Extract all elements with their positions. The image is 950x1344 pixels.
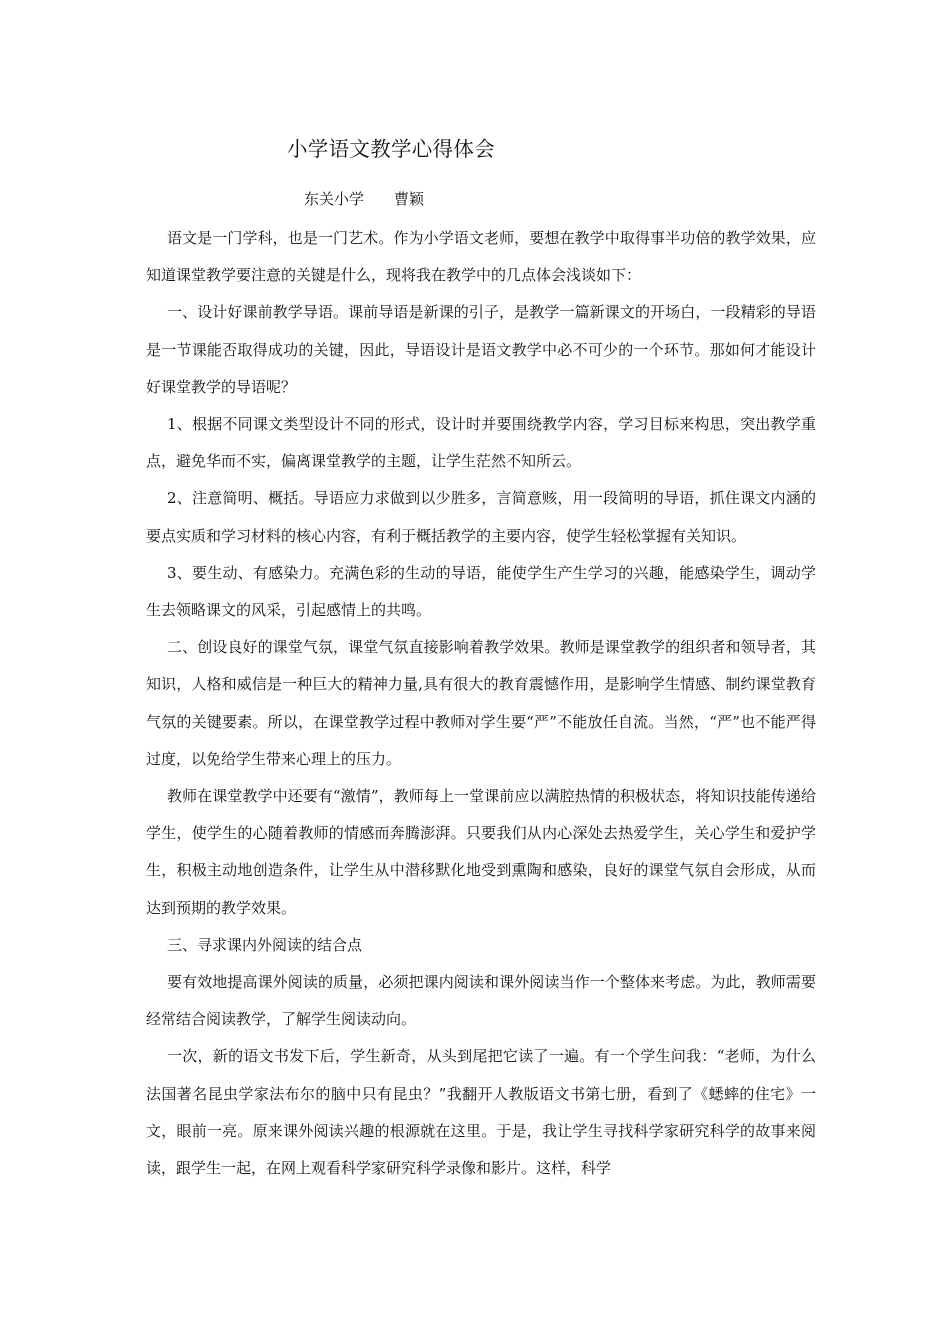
paragraph-section-2: 二、创设良好的课堂气氛，课堂气氛直接影响着教学效果。教师是课堂教学的组织者和领导者，其知识，人格和威信是一种巨大的精神力量,具有很大的教育震憾作用，是影响学生情感、制约课堂教育气氛的关键要素。所以，在课堂教学过程中教师对学生要“严”不能放任自流。当然，“严”也不能严得过度，以免给学生带来心理上的压力。	[146, 638, 816, 768]
paragraph-intro: 语文是一门学科，也是一门艺术。作为小学语文老师，要想在教学中取得事半功倍的教学效果，应知道课堂教学要注意的关键是什么，现将我在教学中的几点体会浅谈如下：	[146, 229, 816, 285]
paragraph-passion: 教师在课堂教学中还要有“激情”，教师每上一堂课前应以满腔热情的积极状态，将知识技能传递给学生，使学生的心随着教师的情感而奔腾澎湃。只要我们从内心深处去热爱学生，关心学生和爱护学生，积极主动地创造条件，让学生从中潜移默化地受到熏陶和感染，良好的课堂气氛自会形成，从而达到预期的教学效果。	[146, 787, 816, 917]
document-body	[146, 220, 816, 1187]
paragraph-point-2: 2、注意简明、概括。导语应力求做到以少胜多，言简意赅，用一段简明的导语，抓住课文内涵的要点实质和学习材料的核心内容，有利于概括教学的主要内容，使学生轻松掌握有关知识。	[146, 489, 816, 545]
paragraph-point-3: 3、要生动、有感染力。充满色彩的生动的导语，能使学生产生学习的兴趣，能感染学生，调动学生去领略课文的风采，引起感情上的共鸣。	[146, 563, 816, 620]
paragraph-section-1: 一、设计好课前教学导语。课前导语是新课的引子，是教学一篇新课文的开场白，一段精彩的导语是一节课能否取得成功的关键，因此，导语设计是语文教学中必不可少的一个环节。那如何才能设计好课堂教学的导语呢？	[146, 303, 816, 396]
document-title: 小学语文教学心得体会	[287, 137, 495, 161]
author-line	[304, 186, 424, 212]
paragraph-example: 一次，新的语文书发下后，学生新奇，从头到尾把它读了一遍。有一个学生问我：“老师，为什么法国著名昆虫学家法布尔的脑中只有昆虫？”我翻开人教版语文书第七册，看到了《蟋蟀的住宅》一文，眼前一亮。原来课外阅读兴趣的根源就在这里。于是，我让学生寻找科学家研究科学的故事来阅读，跟学生一起，在网上观看科学家研究科学录像和影片。这样，科学	[146, 1047, 816, 1178]
paragraph-point-1: 1、根据不同课文类型设计不同的形式，设计时并要围绕教学内容，学习目标来构思，突出教学重点，避免华而不实，偏离课堂教学的主题，让学生茫然不知所云。	[146, 415, 816, 471]
author-name: 曹颖	[394, 190, 425, 208]
paragraph-section-3: 三、寻求课内外阅读的结合点	[167, 935, 363, 954]
paragraph-reading: 要有效地提高课外阅读的质量，必须把课内阅读和课外阅读当作一个整体来考虑。为此，教师需要经常结合阅读教学，了解学生阅读动向。	[146, 973, 816, 1029]
school-name: 东关小学	[304, 190, 365, 208]
